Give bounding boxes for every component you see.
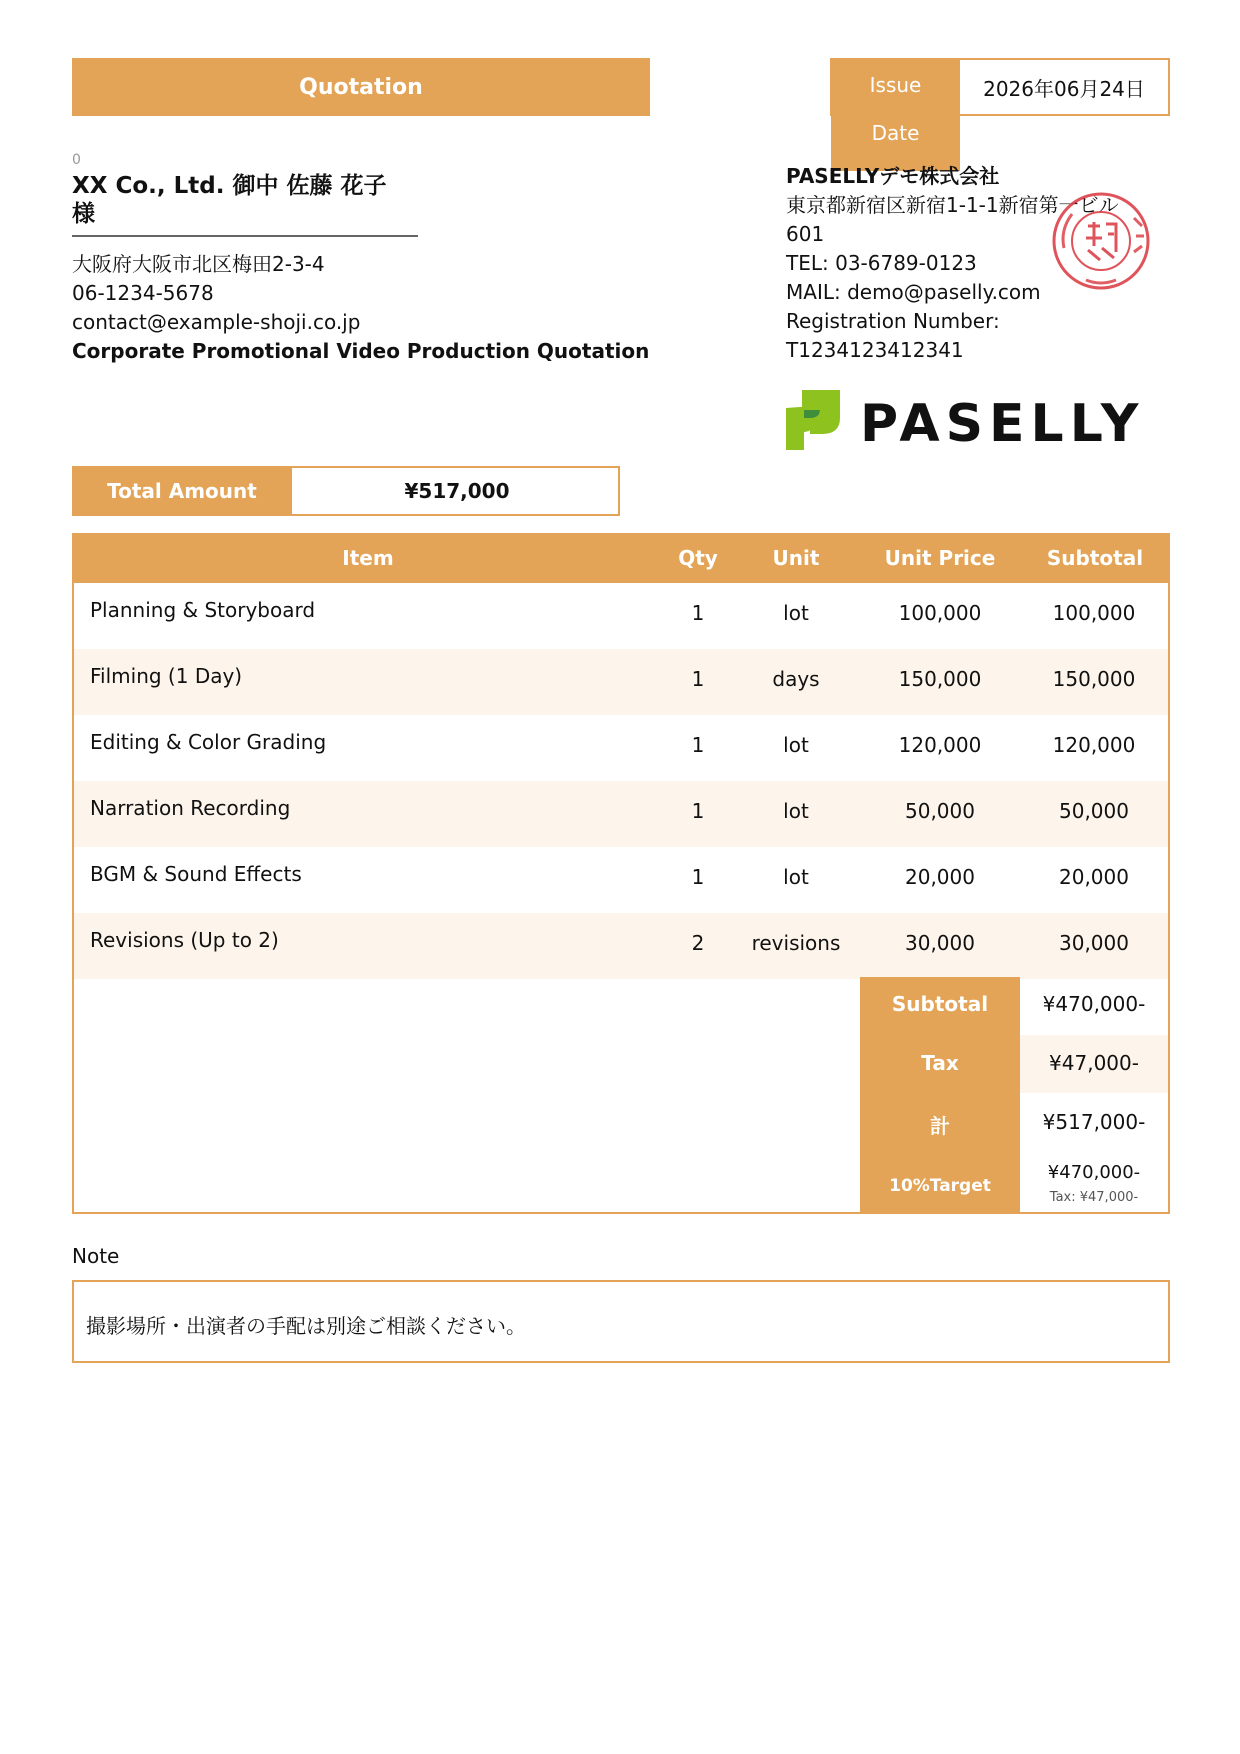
row-item: Narration Recording [90, 796, 291, 820]
header-qty: Qty [678, 546, 718, 570]
summary-total-value: ¥517,000- [1042, 1110, 1146, 1134]
header-unit: Unit [772, 546, 820, 570]
client-underline [72, 235, 418, 237]
client-email: contact@example-shoji.co.jp [72, 310, 361, 334]
row-item: BGM & Sound Effects [90, 862, 302, 886]
summary-subtotal-value: ¥470,000- [1042, 992, 1146, 1016]
company-address: 東京都新宿区新宿1-1-1新宿第一ビル [786, 193, 1119, 217]
row-subtotal: 120,000 [1052, 733, 1136, 757]
note-label: Note [72, 1244, 120, 1268]
row-subtotal: 30,000 [1059, 931, 1129, 955]
company-seal-stamp [1050, 190, 1152, 292]
row-subtotal: 50,000 [1059, 799, 1129, 823]
issue-label-line2: Date [871, 121, 920, 145]
company-mail: MAIL: demo@paselly.com [786, 280, 1041, 304]
client-name: XX Co., Ltd. 御中 佐藤 花子 様 [72, 173, 387, 227]
row-item: Planning & Storyboard [90, 598, 316, 622]
summary-target-value: ¥470,000- [1047, 1162, 1141, 1183]
row-unit-price: 100,000 [898, 601, 982, 625]
summary-tax-value: ¥47,000- [1049, 1051, 1139, 1075]
table-row [74, 913, 1168, 979]
note-text: 撮影場所・出演者の手配は別途ご相談ください。 [86, 1314, 526, 1338]
table-row [74, 781, 1168, 847]
issue-label-line1: Issue [869, 73, 922, 97]
row-subtotal: 20,000 [1059, 865, 1129, 889]
row-subtotal: 100,000 [1052, 601, 1136, 625]
company-name: PASELLYデモ株式会社 [786, 164, 1000, 188]
table-row [74, 715, 1168, 781]
issue-date-value: 2026年06月24日 [983, 76, 1145, 101]
total-amount-value: ¥517,000 [404, 479, 510, 503]
client-address: 大阪府大阪市北区梅田2-3-4 [72, 252, 325, 276]
row-qty: 1 [691, 799, 705, 823]
row-unit-price: 120,000 [898, 733, 982, 757]
row-qty: 1 [691, 733, 705, 757]
table-row [74, 583, 1168, 649]
registration-number: T1234123412341 [786, 338, 964, 362]
table-row [74, 847, 1168, 913]
row-subtotal: 150,000 [1052, 667, 1136, 691]
row-item: Revisions (Up to 2) [90, 928, 279, 952]
row-unit-price: 20,000 [905, 865, 975, 889]
row-unit: lot [783, 733, 809, 757]
summary-subtotal-label: Subtotal [891, 992, 989, 1016]
summary-tax-label: Tax [921, 1051, 959, 1075]
summary-total-label: 計 [930, 1114, 950, 1138]
row-qty: 1 [691, 865, 705, 889]
row-unit-price: 30,000 [905, 931, 975, 955]
row-unit: lot [783, 799, 809, 823]
row-unit-price: 50,000 [905, 799, 975, 823]
company-tel: TEL: 03-6789-0123 [786, 251, 977, 275]
header-subtotal: Subtotal [1046, 546, 1144, 570]
summary-target-tax: Tax: ¥47,000- [1049, 1190, 1139, 1205]
row-qty: 1 [691, 601, 705, 625]
summary-target-label: 10%Target [889, 1176, 991, 1196]
row-qty: 1 [691, 667, 705, 691]
registration-label: Registration Number: [786, 309, 1000, 333]
logo-wordmark: PASELLY [860, 394, 1145, 454]
client-number: 0 [72, 152, 81, 168]
header-item: Item [342, 546, 394, 570]
row-item: Editing & Color Grading [90, 730, 327, 754]
row-unit: lot [783, 601, 809, 625]
table-row [74, 649, 1168, 715]
row-unit: lot [783, 865, 809, 889]
client-phone: 06-1234-5678 [72, 281, 214, 305]
issue-date-label [831, 59, 960, 171]
row-unit-price: 150,000 [898, 667, 982, 691]
row-qty: 2 [691, 931, 705, 955]
document-title: Quotation [72, 58, 650, 116]
table-header [72, 533, 1170, 583]
company-address-room: 601 [786, 222, 825, 246]
row-unit: revisions [751, 931, 841, 955]
row-item: Filming (1 Day) [90, 664, 243, 688]
header-unit-price: Unit Price [884, 546, 996, 570]
quotation-subject: Corporate Promotional Video Production Quotation [72, 339, 650, 363]
row-unit: days [772, 667, 820, 691]
total-amount-label: Total Amount [72, 466, 292, 516]
client-info [72, 250, 649, 366]
